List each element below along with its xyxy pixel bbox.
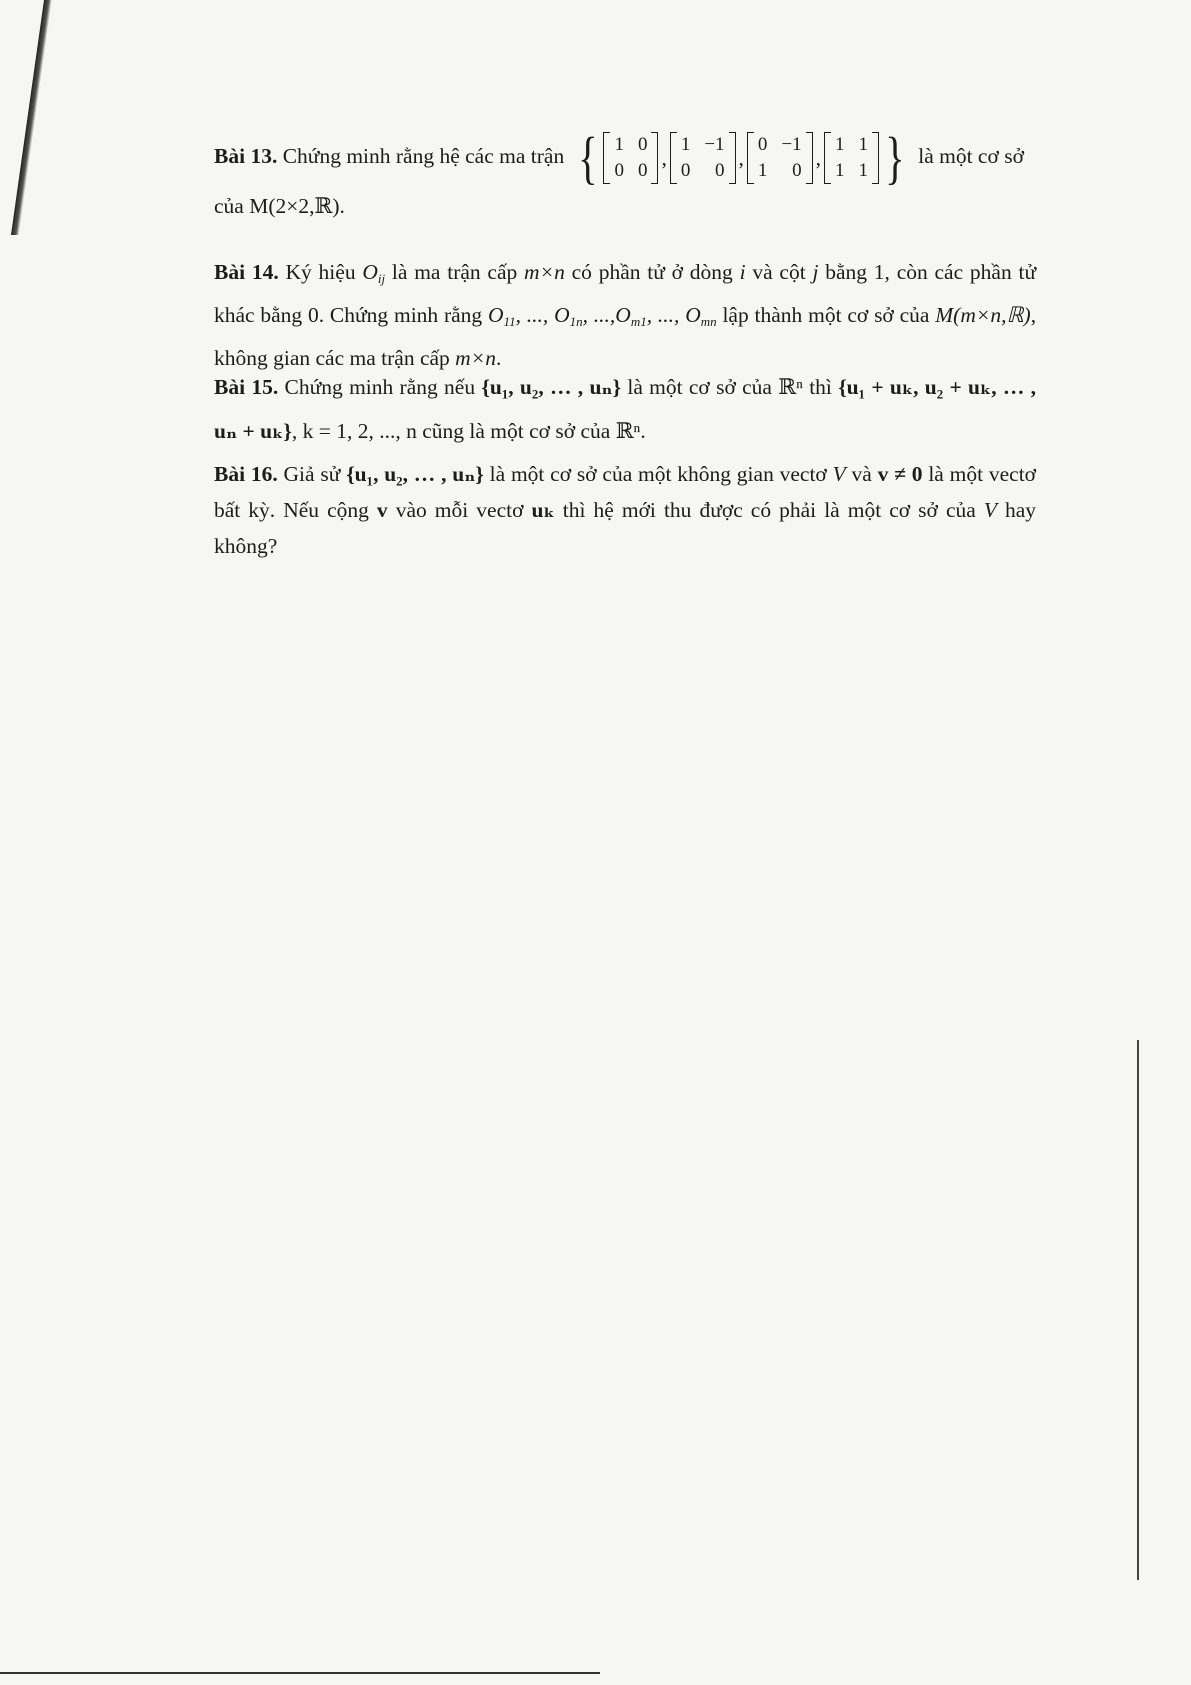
text: và cột xyxy=(752,260,806,284)
matrix-2 xyxy=(670,132,736,184)
matrix-set: { 1 0 0 0 , 1 −1 0 0 , 0 −1 1 0 , 1 1 1 1 } xyxy=(577,125,905,191)
matrix-entry: 1 xyxy=(757,160,768,182)
exercise-16-label: Bài 16. xyxy=(214,462,278,486)
math-O-ij: $O_{ij}$ xyxy=(362,260,386,286)
text: và xyxy=(851,462,872,486)
matrix-4 xyxy=(824,132,879,184)
math-O-sequence: $O_{11}$, ..., $O_{1n}$, $...,O_{m1}$, ..., $O_{mn}$ xyxy=(488,303,717,329)
matrix-entry: 0 xyxy=(680,160,691,182)
exercise-14-label: Bài 14. xyxy=(214,260,279,284)
matrix-entry: 1 xyxy=(835,160,845,182)
text: thì hệ mới thu được có phải là một cơ sở của xyxy=(562,498,976,522)
exercise-13 xyxy=(214,126,1036,224)
matrix-entry: 0 xyxy=(792,160,802,182)
matrix-entry: −1 xyxy=(704,134,725,156)
text: là một cơ sở của một không gian vectơ xyxy=(489,462,827,486)
text: là ma trận cấp xyxy=(391,260,518,284)
text: của xyxy=(214,194,244,219)
text: . xyxy=(495,346,502,370)
text: Chứng minh rằng nếu xyxy=(284,375,476,399)
math-V: V xyxy=(832,462,846,486)
math-mxn: m×n xyxy=(455,346,496,370)
math-i: i xyxy=(739,260,746,284)
matrix-1 xyxy=(603,132,658,184)
math-V: V xyxy=(983,498,997,522)
text: lập thành một cơ sở của xyxy=(722,303,930,327)
scan-shadow-left xyxy=(11,0,52,235)
text: có phần tử ở dòng xyxy=(571,260,733,284)
left-brace: { xyxy=(577,125,598,191)
scan-shadow-right xyxy=(1137,1040,1139,1580)
math-new-set: {u₁ + uₖ, u₂ + uₖ, … , uₙ + uₖ} xyxy=(214,375,1037,443)
math-j: j xyxy=(812,260,819,284)
text: là một vectơ bất kỳ. Nếu cộng xyxy=(214,462,1037,522)
matrix-entry: −1 xyxy=(781,134,802,156)
matrix-3 xyxy=(747,132,813,184)
footer-rule xyxy=(0,1672,600,1674)
exercise-14 xyxy=(214,254,1036,376)
math-mxn: m×n xyxy=(524,260,565,284)
math-Rn: ℝⁿ. xyxy=(615,419,646,443)
matrix-entry: 0 xyxy=(614,160,624,182)
matrix-entry: 1 xyxy=(835,134,845,156)
exercise-15-paragraph xyxy=(214,365,1036,453)
math-Rn: ℝⁿ xyxy=(778,375,803,399)
math-space: M(m×n,ℝ) xyxy=(935,303,1031,327)
math-v-nonzero: v ≠ 0 xyxy=(877,462,923,486)
exercise-13-line2 xyxy=(214,188,1036,224)
exercise-15 xyxy=(214,365,1036,453)
text: , k = 1, 2, ..., n cũng là một cơ sở của xyxy=(291,419,611,443)
matrix-entry: 1 xyxy=(680,134,691,156)
text: Giả sử xyxy=(283,462,341,486)
right-brace: } xyxy=(885,125,905,191)
text: là một cơ sở của xyxy=(627,375,772,399)
math-v: v xyxy=(376,498,388,522)
exercise-13-label: Bài 13. xyxy=(214,144,278,168)
text: vào mỗi vectơ xyxy=(395,498,524,522)
matrix-entry: 1 xyxy=(858,134,868,156)
exercise-16 xyxy=(214,456,1036,564)
text: Ký hiệu xyxy=(285,260,356,284)
exercise-13-text: Chứng minh rằng hệ các ma trận xyxy=(282,144,565,168)
matrix-entry: 1 xyxy=(858,160,868,182)
math-basis-set: {u₁, u₂, … , uₙ} xyxy=(346,462,484,486)
exercise-13-line1 xyxy=(214,125,1036,191)
math-space: M(2×2,ℝ). xyxy=(249,194,345,219)
exercise-13-text-after: là một cơ sở xyxy=(918,144,1024,168)
matrix-entry: 0 xyxy=(637,160,648,182)
matrix-entry: 0 xyxy=(757,134,768,156)
exercise-16-paragraph xyxy=(214,456,1036,564)
text: , không gian các ma trận cấp xyxy=(214,303,1037,370)
exercise-14-paragraph xyxy=(214,254,1036,376)
text: thì xyxy=(809,375,832,399)
text: bằng 1, còn các phần tử khác bằng 0. Chứng minh rằng xyxy=(214,260,1037,327)
math-basis-set: {u₁, u₂, … , uₙ} xyxy=(481,375,622,399)
exercise-15-label: Bài 15. xyxy=(214,375,279,399)
math-uk: uₖ xyxy=(531,498,555,522)
text: hay không? xyxy=(214,498,1037,558)
matrix-entry: 0 xyxy=(715,160,725,182)
matrix-entry: 1 xyxy=(614,134,624,156)
matrix-entry: 0 xyxy=(637,134,648,156)
